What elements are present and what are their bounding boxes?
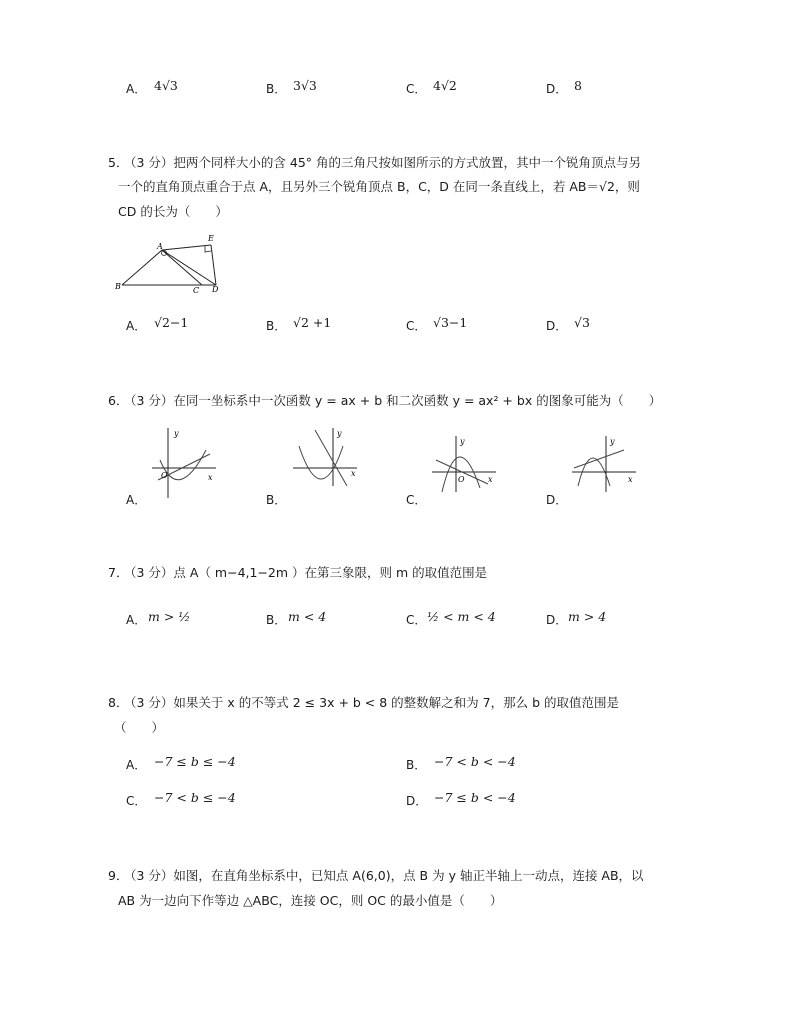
q7-option-a-value: m > ½ [148,609,191,624]
q5-option-c-label: C． [406,319,427,333]
q6-a-x-label: x [208,473,213,482]
q5-triangle-figure [112,230,224,296]
q5-option-d-label: D． [546,319,568,333]
q6-option-b-label: B． [266,493,287,507]
q4-option-b-label: B． [266,82,287,96]
q8-option-b-value: −7 < b < −4 [434,754,516,769]
q5-label-e: E [208,234,214,243]
q5-option-b-label: B． [266,319,287,333]
q6-text-line1: （3 分）在同一坐标系中一次函数 y = ax + b 和二次函数 y = ax² + bx 的图象可能为（ ） [124,393,662,408]
q6-option-c-label: C． [406,493,427,507]
q5-label-b: B [115,282,121,291]
q7-option-b-value: m < 4 [288,609,327,624]
q5-text-line2: 一个的直角顶点重合于点 A，且另外三个锐角顶点 B，C，D 在同一条直线上，若 AB＝√2，则 [118,179,640,194]
q8-option-a-value: −7 ≤ b ≤ −4 [154,754,236,769]
q7-option-c-label: C． [406,613,427,627]
q7-number: 7． [108,565,129,580]
q8-text-line1: （3 分）如果关于 x 的不等式 2 ≤ 3x + b < 8 的整数解之和为 7，那么 b 的取值范围是 [124,695,619,710]
q5-label-a: A [157,242,163,251]
q6-b-y-label: y [337,429,342,438]
q8-option-c-label: C． [126,794,147,808]
q6-graph-d [568,432,640,494]
q9-text-line2: AB 为一边向下作等边 △ABC，连接 OC，则 OC 的最小值是（ ） [118,893,503,908]
q9-text-line1: （3 分）如图，在直角坐标系中，已知点 A(6,0)，点 B 为 y 轴正半轴上一动点，连接 AB，以 [124,868,644,883]
q6-d-y-label: y [610,437,615,446]
q8-option-d-label: D． [406,794,428,808]
q4-option-a-value: 4√3 [154,78,178,93]
q4-option-c-value: 4√2 [433,78,457,93]
q6-graph-c [428,432,500,494]
q6-option-d-label: D． [546,493,568,507]
q9-number: 9． [108,868,129,883]
q4-option-a-label: A． [126,82,147,96]
q5-text-line1: （3 分）把两个同样大小的含 45° 角的三角尺按如图所示的方式放置，其中一个锐角顶点与另 [124,155,642,170]
q6-graph-b [289,424,361,490]
q6-d-x-label: x [628,475,633,484]
q6-graph-a [148,424,220,500]
q5-option-a-label: A． [126,319,147,333]
q7-option-d-label: D． [546,613,568,627]
q7-option-c-value: ½ < m < 4 [427,609,496,624]
q8-text-line2: （ ） [114,720,165,735]
q5-text-line3: CD 的长为（ ） [118,204,228,219]
q6-a-origin-label: O [161,471,168,480]
q4-option-b-value: 3√3 [293,78,317,93]
q4-option-c-label: C． [406,82,427,96]
q6-option-a-label: A． [126,493,147,507]
q8-option-b-label: B． [406,758,427,772]
q8-option-c-value: −7 < b ≤ −4 [154,790,236,805]
q6-c-x-label: x [488,475,493,484]
q5-option-b-value: √2 +1 [293,315,332,330]
q6-number: 6． [108,393,129,408]
q5-number: 5． [108,155,129,170]
q6-a-y-label: y [174,429,179,438]
q4-option-d-label: D． [546,82,568,96]
q7-text-line1: （3 分）点 A（ m−4,1−2m ）在第三象限，则 m 的取值范围是 [124,565,488,580]
q5-option-d-value: √3 [574,315,590,330]
q7-option-b-label: B． [266,613,287,627]
q5-option-c-value: √3−1 [433,315,468,330]
q6-b-x-label: x [351,469,356,478]
q5-label-c: C [193,286,200,295]
q7-option-a-label: A． [126,613,147,627]
q8-option-a-label: A． [126,758,147,772]
q5-label-d: D [212,285,219,294]
q4-option-d-value: 8 [574,78,582,93]
q8-number: 8． [108,695,129,710]
q8-option-d-value: −7 ≤ b < −4 [434,790,516,805]
q5-option-a-value: √2−1 [154,315,189,330]
q6-c-origin-label: O [458,475,465,484]
q7-option-d-value: m > 4 [568,609,607,624]
q6-c-y-label: y [460,437,465,446]
